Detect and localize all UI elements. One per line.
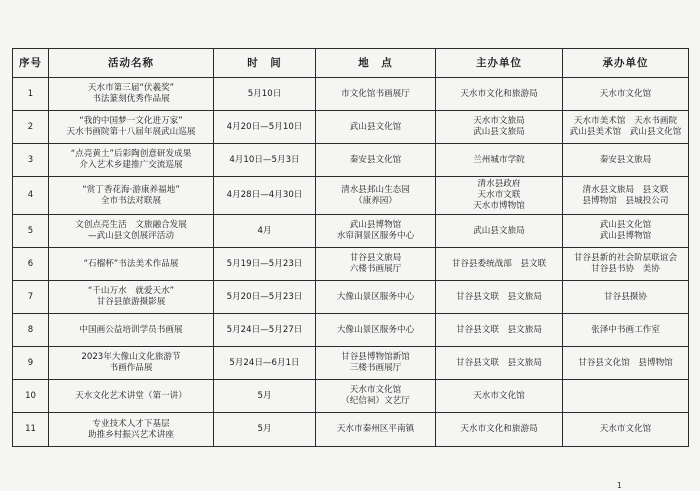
organizer-unit-line: 天水市美术馆 天水书画院 <box>573 116 678 126</box>
organizer-unit-line: 秦安县文旅局 <box>599 154 652 165</box>
activity-name-line: “千山万水 就爱天水” <box>87 286 175 296</box>
activity-place-line: 六楼书画展厅 <box>349 264 402 274</box>
activity-name <box>49 413 214 447</box>
activity-name-line: 书法篆刻优秀作品展 <box>92 94 170 104</box>
activity-place <box>316 215 436 248</box>
organizer-unit-line: 天水市文化馆 <box>599 424 652 434</box>
table-header-row <box>13 49 689 78</box>
activity-place <box>316 347 436 380</box>
activity-place <box>316 177 436 215</box>
organizer-unit-line: 甘谷县文化馆 县博物馆 <box>578 357 673 368</box>
organizer-unit-line: 武山县博物馆 <box>599 231 652 241</box>
activity-place-line: 三楼书画展厅 <box>349 363 402 373</box>
activity-name-line: 书画作品展 <box>109 363 153 373</box>
organizer-unit-line: 武山县文化馆 <box>599 220 652 230</box>
row-index: 6 <box>13 248 49 281</box>
host-unit <box>436 78 563 111</box>
table-row <box>13 215 689 248</box>
activity-name-line: —武山县文创展评活动 <box>88 231 174 241</box>
activity-name <box>49 78 214 111</box>
activity-name-line: 天水文化艺术讲堂（第一讲） <box>75 390 187 401</box>
page-number: 1 <box>616 481 622 490</box>
activity-time: 5月 <box>214 380 316 413</box>
activity-name <box>49 281 214 314</box>
activity-place <box>316 111 436 144</box>
activity-place-line: 大像山景区服务中心 <box>336 324 415 335</box>
activity-place-line: 武山县文化馆 <box>349 121 402 132</box>
organizer-unit <box>563 215 689 248</box>
table-row <box>13 144 689 177</box>
activity-name-line: 天水市第三届“伏羲奖” <box>87 83 175 93</box>
activity-time: 4月10日—5月3日 <box>214 144 316 177</box>
organizer-unit <box>563 314 689 347</box>
row-index: 4 <box>13 177 49 215</box>
table-row <box>13 413 689 447</box>
activity-place-line: 甘谷县文旅局 <box>349 253 402 263</box>
host-unit-line: 甘谷县文联 县文旅局 <box>456 324 542 335</box>
activity-name-line: 专业技术人才下基层 <box>92 418 170 429</box>
organizer-unit-line: 天水市文化馆 <box>599 88 652 99</box>
activity-place-line: 武山县博物馆 <box>349 220 402 230</box>
activity-name-line: 天水书画院第十八届年展武山巡展 <box>66 127 196 137</box>
row-index: 9 <box>13 347 49 380</box>
host-unit-line: 清水县政府 <box>477 179 521 189</box>
activity-time: 5月 <box>214 413 316 447</box>
events-table <box>12 48 689 447</box>
header-organizer: 承办单位 <box>563 49 689 78</box>
table-row <box>13 281 689 314</box>
organizer-unit <box>563 380 689 413</box>
activity-place <box>316 144 436 177</box>
host-unit <box>436 347 563 380</box>
organizer-unit <box>563 144 689 177</box>
host-unit <box>436 281 563 314</box>
header-activity-name: 活动名称 <box>49 49 214 78</box>
organizer-unit <box>563 281 689 314</box>
activity-place <box>316 248 436 281</box>
organizer-unit <box>563 111 689 144</box>
row-index: 7 <box>13 281 49 314</box>
organizer-unit <box>563 177 689 215</box>
activity-time: 5月24日—5月27日 <box>214 314 316 347</box>
activity-place-line: 市文化馆书画展厅 <box>341 88 410 99</box>
host-unit-line: 天水市文化馆 <box>473 390 525 401</box>
activity-name <box>49 380 214 413</box>
activity-place <box>316 380 436 413</box>
activity-name-line: “赏丁香花海·游康养福地” <box>82 184 180 195</box>
activity-name-line: 助推乡村振兴艺术讲座 <box>88 429 174 440</box>
organizer-unit-line: 甘谷县新的社会阶层联谊会 <box>573 253 678 263</box>
activity-place <box>316 314 436 347</box>
activity-place <box>316 281 436 314</box>
host-unit-line: 天水市文联 <box>477 190 521 200</box>
activity-name-line: 文创点亮生活 文旅融合发展 <box>75 220 187 230</box>
host-unit <box>436 144 563 177</box>
host-unit-line: 武山县文旅局 <box>473 127 525 137</box>
activity-time: 4月 <box>214 215 316 248</box>
row-index: 11 <box>13 413 49 447</box>
host-unit <box>436 380 563 413</box>
activity-place-line: （纪信祠）文艺厅 <box>341 396 410 406</box>
activity-place <box>316 413 436 447</box>
organizer-unit <box>563 347 689 380</box>
row-index: 10 <box>13 380 49 413</box>
table-body <box>13 78 689 447</box>
activity-name-line: “石榴杯”书法美术作品展 <box>83 258 179 269</box>
row-index: 5 <box>13 215 49 248</box>
activity-time: 4月28日—4月30日 <box>214 177 316 215</box>
activity-place-line: 大像山景区服务中心 <box>336 291 415 302</box>
host-unit-line: 天水市博物馆 <box>473 201 525 211</box>
activity-place-line: 天水市秦州区平南镇 <box>336 424 415 434</box>
table-row <box>13 347 689 380</box>
activity-place-line: 清水县邽山生态园 <box>341 184 410 195</box>
row-index: 3 <box>13 144 49 177</box>
host-unit-line: 甘谷县文联 县文旅局 <box>456 291 542 302</box>
activity-time: 5月24日—6月1日 <box>214 347 316 380</box>
host-unit <box>436 177 563 215</box>
activity-time: 5月10日 <box>214 78 316 111</box>
table-row <box>13 380 689 413</box>
host-unit <box>436 248 563 281</box>
activity-name-line: 2023年大像山文化旅游节 <box>81 352 181 362</box>
organizer-unit-line: 甘谷县摄协 <box>604 291 647 302</box>
host-unit-line: 兰州城市学院 <box>473 154 525 165</box>
row-index: 2 <box>13 111 49 144</box>
organizer-unit-line: 甘谷县书协 美协 <box>591 264 660 274</box>
table-row <box>13 314 689 347</box>
host-unit-line: 甘谷县文联 县文旅局 <box>456 357 542 368</box>
organizer-unit-line: 县博物馆 县城投公司 <box>582 195 669 206</box>
table-row <box>13 248 689 281</box>
activity-place-line: （康养园） <box>354 195 397 206</box>
activity-place-line: 甘谷县博物馆新馆 <box>341 352 410 362</box>
host-unit <box>436 413 563 447</box>
activity-name <box>49 111 214 144</box>
activity-name <box>49 144 214 177</box>
activity-name <box>49 314 214 347</box>
header-host: 主办单位 <box>436 49 563 78</box>
activity-name-line: 中国画公益培训学员书画展 <box>79 324 183 335</box>
activity-name <box>49 248 214 281</box>
activity-name <box>49 215 214 248</box>
organizer-unit <box>563 78 689 111</box>
header-index: 序号 <box>13 49 49 78</box>
activity-name-line: 甘谷县旅游摄影展 <box>96 297 166 307</box>
host-unit <box>436 111 563 144</box>
activity-time: 5月19日—5月23日 <box>214 248 316 281</box>
activity-place-line: 天水市文化馆 <box>349 385 402 395</box>
activity-name-line: 介入艺术乡建推广交流巡展 <box>79 160 183 170</box>
table-row <box>13 111 689 144</box>
table-row <box>13 177 689 215</box>
activity-name-line: “点亮黄土”后彩陶创意研发成果 <box>70 149 192 159</box>
row-index: 1 <box>13 78 49 111</box>
organizer-unit-line: 武山县美术馆 武山县文化馆 <box>569 127 682 137</box>
activity-place <box>316 78 436 111</box>
row-index: 8 <box>13 314 49 347</box>
activity-name-line: “我的中国梦一文化进万家” <box>79 116 183 126</box>
table-row <box>13 78 689 111</box>
organizer-unit-line: 清水县文旅局 县文联 <box>582 184 669 195</box>
organizer-unit <box>563 413 689 447</box>
activity-name-line: 全市书法对联展 <box>100 195 162 206</box>
header-time: 时 间 <box>214 49 316 78</box>
host-unit-line: 天水市文化和旅游局 <box>460 424 538 434</box>
activity-place-line: 水帘洞景区服务中心 <box>336 231 415 241</box>
activity-place-line: 秦安县文化馆 <box>349 154 402 165</box>
activity-name <box>49 347 214 380</box>
host-unit-line: 天水市文化和旅游局 <box>460 88 538 99</box>
organizer-unit <box>563 248 689 281</box>
host-unit <box>436 215 563 248</box>
header-place: 地 点 <box>316 49 436 78</box>
activity-time: 4月20日—5月10日 <box>214 111 316 144</box>
host-unit <box>436 314 563 347</box>
activity-time: 5月20日—5月23日 <box>214 281 316 314</box>
organizer-unit-line: 张泽中书画工作室 <box>591 324 660 335</box>
host-unit-line: 武山县文旅局 <box>473 225 525 236</box>
host-unit-line: 甘谷县委统战部 县文联 <box>451 258 547 269</box>
host-unit-line: 天水市文旅局 <box>473 116 525 126</box>
activity-name <box>49 177 214 215</box>
